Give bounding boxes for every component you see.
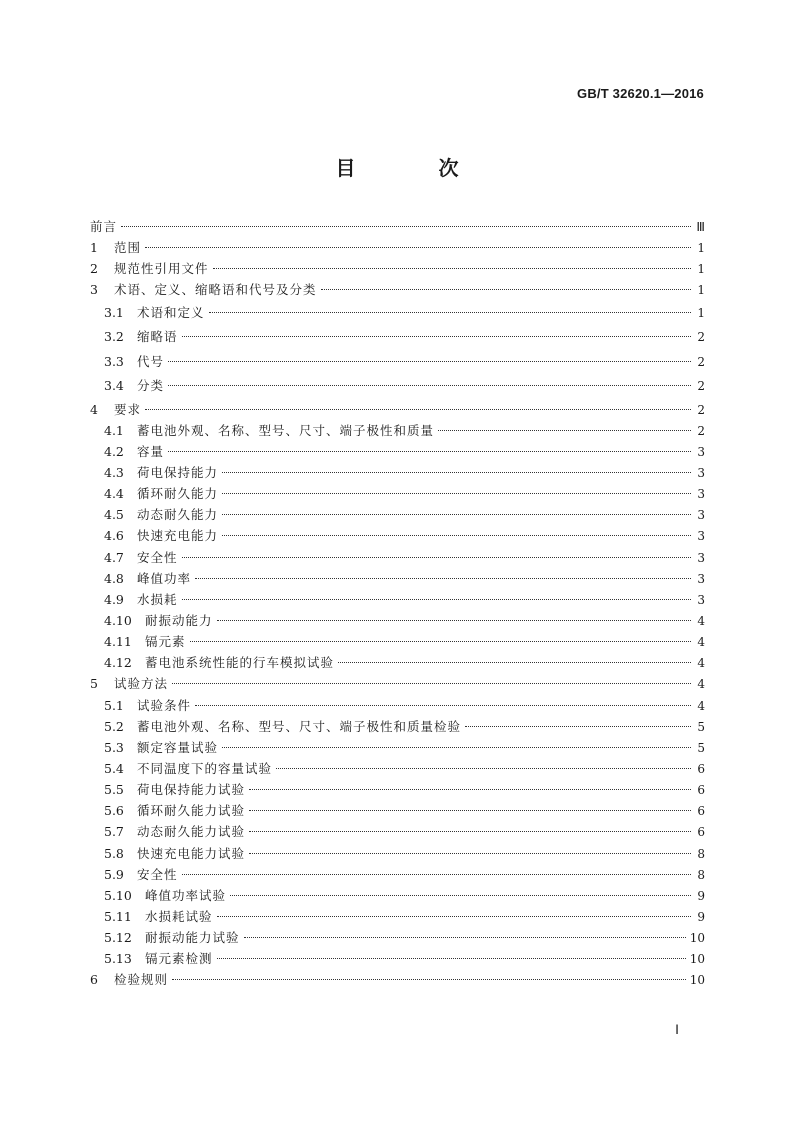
toc-entry-page: 2 bbox=[697, 330, 705, 345]
toc-entry-label: 蓄电池外观、名称、型号、尺寸、端子极性和质量 bbox=[137, 422, 435, 438]
toc-entry-number: 5.7 bbox=[104, 824, 124, 840]
toc-entry-label: 峰值功率 bbox=[137, 570, 192, 586]
toc-leader-dots bbox=[190, 641, 691, 642]
toc-entry-label: 安全性 bbox=[137, 549, 178, 565]
toc-entry[interactable] bbox=[90, 969, 705, 990]
toc-entry-label: 耐振动能力试验 bbox=[145, 930, 240, 946]
toc-entry[interactable] bbox=[90, 374, 705, 399]
toc-entry-label: 要求 bbox=[114, 401, 142, 417]
toc-entry[interactable] bbox=[90, 906, 705, 927]
toc-leader-dots bbox=[168, 385, 691, 386]
toc-entry-label: 动态耐久能力 bbox=[137, 507, 219, 523]
toc-entry[interactable] bbox=[90, 673, 705, 694]
toc-entry-label: 容量 bbox=[137, 443, 165, 459]
toc-entry-number: 6 bbox=[90, 972, 98, 988]
toc-entry-page: 1 bbox=[697, 262, 705, 277]
toc-entry-number: 4 bbox=[90, 401, 98, 417]
toc-entry-number: 3.2 bbox=[104, 329, 124, 345]
toc-entry[interactable] bbox=[90, 568, 705, 589]
toc-entry-number: 5.4 bbox=[104, 760, 124, 776]
toc-entry-page: 6 bbox=[697, 783, 705, 798]
toc-entry-number: 4.5 bbox=[104, 507, 124, 523]
toc-leader-dots bbox=[222, 535, 691, 536]
toc-entry[interactable] bbox=[90, 631, 705, 652]
toc-entry-label: 额定容量试验 bbox=[137, 739, 219, 755]
page-folio: Ⅰ bbox=[675, 1022, 679, 1037]
toc-entry-number: 4.6 bbox=[104, 528, 124, 544]
toc-leader-dots bbox=[182, 557, 691, 558]
toc-entry-label: 规范性引用文件 bbox=[114, 261, 209, 277]
toc-entry-number: 5.13 bbox=[104, 951, 132, 967]
toc-leader-dots bbox=[321, 289, 691, 290]
toc-entry-page: 6 bbox=[697, 804, 705, 819]
toc-entry-label: 蓄电池系统性能的行车模拟试验 bbox=[145, 655, 335, 671]
toc-entry-page: 3 bbox=[697, 571, 705, 586]
toc-entry-page: 3 bbox=[697, 592, 705, 607]
toc-entry-page: 4 bbox=[697, 677, 705, 692]
toc-entry-label: 镉元素检测 bbox=[145, 951, 213, 967]
toc-entry[interactable] bbox=[90, 927, 705, 948]
toc-leader-dots bbox=[217, 916, 691, 917]
toc-leader-dots bbox=[249, 789, 691, 790]
toc-entry-number: 4.10 bbox=[104, 612, 132, 628]
toc-entry-page: 8 bbox=[697, 867, 705, 882]
toc-entry-page: 10 bbox=[689, 952, 705, 967]
toc-leader-dots bbox=[213, 268, 691, 269]
toc-entry-number: 5.2 bbox=[104, 718, 124, 734]
toc-entry-label: 快速充电能力试验 bbox=[137, 845, 246, 861]
toc-entry[interactable] bbox=[90, 420, 705, 441]
toc-entry-label: 不同温度下的容量试验 bbox=[137, 760, 273, 776]
toc-entry-label: 试验方法 bbox=[114, 676, 169, 692]
toc-entry[interactable] bbox=[90, 695, 705, 716]
toc-entry-label: 检验规则 bbox=[114, 972, 169, 988]
toc-entry[interactable] bbox=[90, 547, 705, 568]
toc-leader-dots bbox=[230, 895, 691, 896]
toc-entry-page: 9 bbox=[697, 909, 705, 924]
toc-entry-label: 峰值功率试验 bbox=[145, 887, 227, 903]
toc-entry[interactable] bbox=[90, 279, 705, 300]
toc-entry-label: 循环耐久能力 bbox=[137, 486, 219, 502]
toc-entry-number: 5.11 bbox=[104, 908, 132, 924]
toc-entry[interactable] bbox=[90, 737, 705, 758]
toc-entry-label: 术语和定义 bbox=[137, 304, 205, 320]
toc-entry[interactable] bbox=[90, 589, 705, 610]
toc-entry-page: 2 bbox=[697, 379, 705, 394]
toc-entry[interactable] bbox=[90, 441, 705, 462]
toc-leader-dots bbox=[168, 361, 691, 362]
toc-leader-dots bbox=[222, 514, 691, 515]
page-title: 目 次 bbox=[335, 156, 497, 180]
toc-entry-page: 2 bbox=[697, 402, 705, 417]
toc-entry-number: 5.3 bbox=[104, 739, 124, 755]
toc-entry-number: 4.9 bbox=[104, 591, 124, 607]
toc-entry-number: 5.9 bbox=[104, 866, 124, 882]
toc-entry[interactable] bbox=[90, 504, 705, 525]
toc-entry-number: 1 bbox=[90, 240, 98, 256]
toc-entry-number: 4.1 bbox=[104, 422, 124, 438]
toc-entry[interactable] bbox=[90, 325, 705, 350]
toc-entry-page: 3 bbox=[697, 529, 705, 544]
toc-entry[interactable] bbox=[90, 758, 705, 779]
toc-entry-number: 4.3 bbox=[104, 464, 124, 480]
toc-entry-label: 术语、定义、缩略语和代号及分类 bbox=[114, 282, 317, 298]
toc-leader-dots bbox=[222, 747, 691, 748]
toc-entry-page: 6 bbox=[697, 825, 705, 840]
toc-leader-dots bbox=[172, 683, 691, 684]
toc-leader-dots bbox=[276, 768, 691, 769]
toc-leader-dots bbox=[182, 336, 691, 337]
toc-leader-dots bbox=[249, 810, 691, 811]
toc-entry-page: 9 bbox=[697, 888, 705, 903]
toc-entry-page: 8 bbox=[697, 846, 705, 861]
toc-entry[interactable] bbox=[90, 462, 705, 483]
toc-entry-number: 5 bbox=[90, 676, 98, 692]
toc-entry-number: 5.10 bbox=[104, 887, 132, 903]
toc-entry-number: 5.1 bbox=[104, 697, 124, 713]
toc-entry-number: 4.11 bbox=[104, 634, 132, 650]
toc-entry-page: 4 bbox=[697, 656, 705, 671]
toc-entry-label: 荷电保持能力 bbox=[137, 464, 219, 480]
toc-entry-page: 1 bbox=[697, 305, 705, 320]
toc-leader-dots bbox=[209, 312, 691, 313]
toc-entry-number: 4.8 bbox=[104, 570, 124, 586]
toc-entry[interactable] bbox=[90, 716, 705, 737]
toc-entry-page: 4 bbox=[697, 698, 705, 713]
toc-leader-dots bbox=[249, 853, 691, 854]
toc-entry-page: 2 bbox=[697, 354, 705, 369]
toc-entry-number: 4.7 bbox=[104, 549, 124, 565]
toc-leader-dots bbox=[249, 831, 691, 832]
toc-entry-page: 2 bbox=[697, 423, 705, 438]
toc-leader-dots bbox=[465, 726, 691, 727]
toc-entry-page: 10 bbox=[689, 973, 705, 988]
toc-leader-dots bbox=[168, 451, 691, 452]
toc-entry-page: 4 bbox=[697, 613, 705, 628]
toc-entry[interactable] bbox=[90, 525, 705, 546]
toc-entry-label: 代号 bbox=[137, 353, 165, 369]
toc-entry[interactable] bbox=[90, 399, 705, 420]
toc-entry-page: 6 bbox=[697, 761, 705, 776]
toc-entry-label: 缩略语 bbox=[137, 329, 178, 345]
toc-entry-number: 4.2 bbox=[104, 443, 124, 459]
toc-leader-dots bbox=[222, 493, 691, 494]
toc-leader-dots bbox=[172, 979, 686, 980]
toc-leader-dots bbox=[182, 874, 691, 875]
toc-entry[interactable] bbox=[90, 885, 705, 906]
toc-entry-number: 5.12 bbox=[104, 930, 132, 946]
toc-entry-label: 分类 bbox=[137, 378, 165, 394]
toc-entry-number: 4.12 bbox=[104, 655, 132, 671]
toc-entry-number: 5.8 bbox=[104, 845, 124, 861]
toc-leader-dots bbox=[338, 662, 691, 663]
toc-entry[interactable] bbox=[90, 237, 705, 258]
toc-entry[interactable] bbox=[90, 350, 705, 375]
toc-entry-number: 2 bbox=[90, 261, 98, 277]
toc-entry[interactable] bbox=[90, 216, 705, 237]
toc-entry-label: 水损耗 bbox=[137, 591, 178, 607]
toc-entry[interactable] bbox=[90, 483, 705, 504]
toc-entry[interactable] bbox=[90, 948, 705, 969]
toc-entry-number: 5.5 bbox=[104, 782, 124, 798]
toc-entry-label: 快速充电能力 bbox=[137, 528, 219, 544]
toc-entry-page: 1 bbox=[697, 283, 705, 298]
toc-entry-number: 3.3 bbox=[104, 353, 124, 369]
toc-entry-page: 5 bbox=[697, 740, 705, 755]
toc-entry[interactable] bbox=[90, 864, 705, 885]
toc-entry[interactable] bbox=[90, 800, 705, 821]
toc-entry-page: 3 bbox=[697, 465, 705, 480]
toc-leader-dots bbox=[182, 599, 691, 600]
toc-leader-dots bbox=[222, 472, 691, 473]
toc-entry-label: 安全性 bbox=[137, 866, 178, 882]
toc-entry-number: 4.4 bbox=[104, 486, 124, 502]
toc-leader-dots bbox=[145, 409, 691, 410]
toc-entry-number: 3.1 bbox=[104, 304, 124, 320]
toc-entry-page: 3 bbox=[697, 550, 705, 565]
toc-entry[interactable] bbox=[90, 843, 705, 864]
toc-entry[interactable] bbox=[90, 779, 705, 800]
toc-entry-label: 水损耗试验 bbox=[145, 908, 213, 924]
toc-entry-number: 5.6 bbox=[104, 803, 124, 819]
toc-leader-dots bbox=[195, 705, 691, 706]
toc-leader-dots bbox=[145, 247, 691, 248]
toc-entry-label: 范围 bbox=[114, 240, 142, 256]
toc-entry-label: 动态耐久能力试验 bbox=[137, 824, 246, 840]
toc-entry-page: 10 bbox=[689, 931, 705, 946]
toc-entry-label: 镉元素 bbox=[145, 634, 186, 650]
toc-leader-dots bbox=[195, 578, 691, 579]
table-of-contents bbox=[90, 216, 705, 991]
toc-leader-dots bbox=[244, 937, 686, 938]
toc-leader-dots bbox=[438, 430, 691, 431]
toc-entry-label: 试验条件 bbox=[137, 697, 192, 713]
toc-leader-dots bbox=[121, 226, 691, 227]
toc-entry[interactable] bbox=[90, 258, 705, 279]
toc-entry[interactable] bbox=[90, 652, 705, 673]
toc-entry-label: 荷电保持能力试验 bbox=[137, 782, 246, 798]
toc-entry[interactable] bbox=[90, 610, 705, 631]
toc-entry[interactable] bbox=[90, 821, 705, 842]
toc-leader-dots bbox=[217, 958, 686, 959]
toc-entry-label: 前言 bbox=[90, 219, 118, 234]
standard-code: GB/T 32620.1—2016 bbox=[577, 86, 704, 101]
toc-entry-page: 3 bbox=[697, 444, 705, 459]
toc-leader-dots bbox=[217, 620, 691, 621]
toc-entry-page: 3 bbox=[697, 508, 705, 523]
toc-entry-page: 3 bbox=[697, 487, 705, 502]
toc-entry-page: Ⅲ bbox=[696, 220, 705, 234]
toc-entry-label: 循环耐久能力试验 bbox=[137, 803, 246, 819]
toc-entry-label: 蓄电池外观、名称、型号、尺寸、端子极性和质量检验 bbox=[137, 718, 462, 734]
toc-entry-number: 3 bbox=[90, 282, 98, 298]
toc-entry-page: 4 bbox=[697, 635, 705, 650]
toc-entry[interactable] bbox=[90, 301, 705, 326]
toc-entry-page: 1 bbox=[697, 241, 705, 256]
toc-entry-number: 3.4 bbox=[104, 378, 124, 394]
toc-entry-label: 耐振动能力 bbox=[145, 612, 213, 628]
toc-entry-page: 5 bbox=[697, 719, 705, 734]
